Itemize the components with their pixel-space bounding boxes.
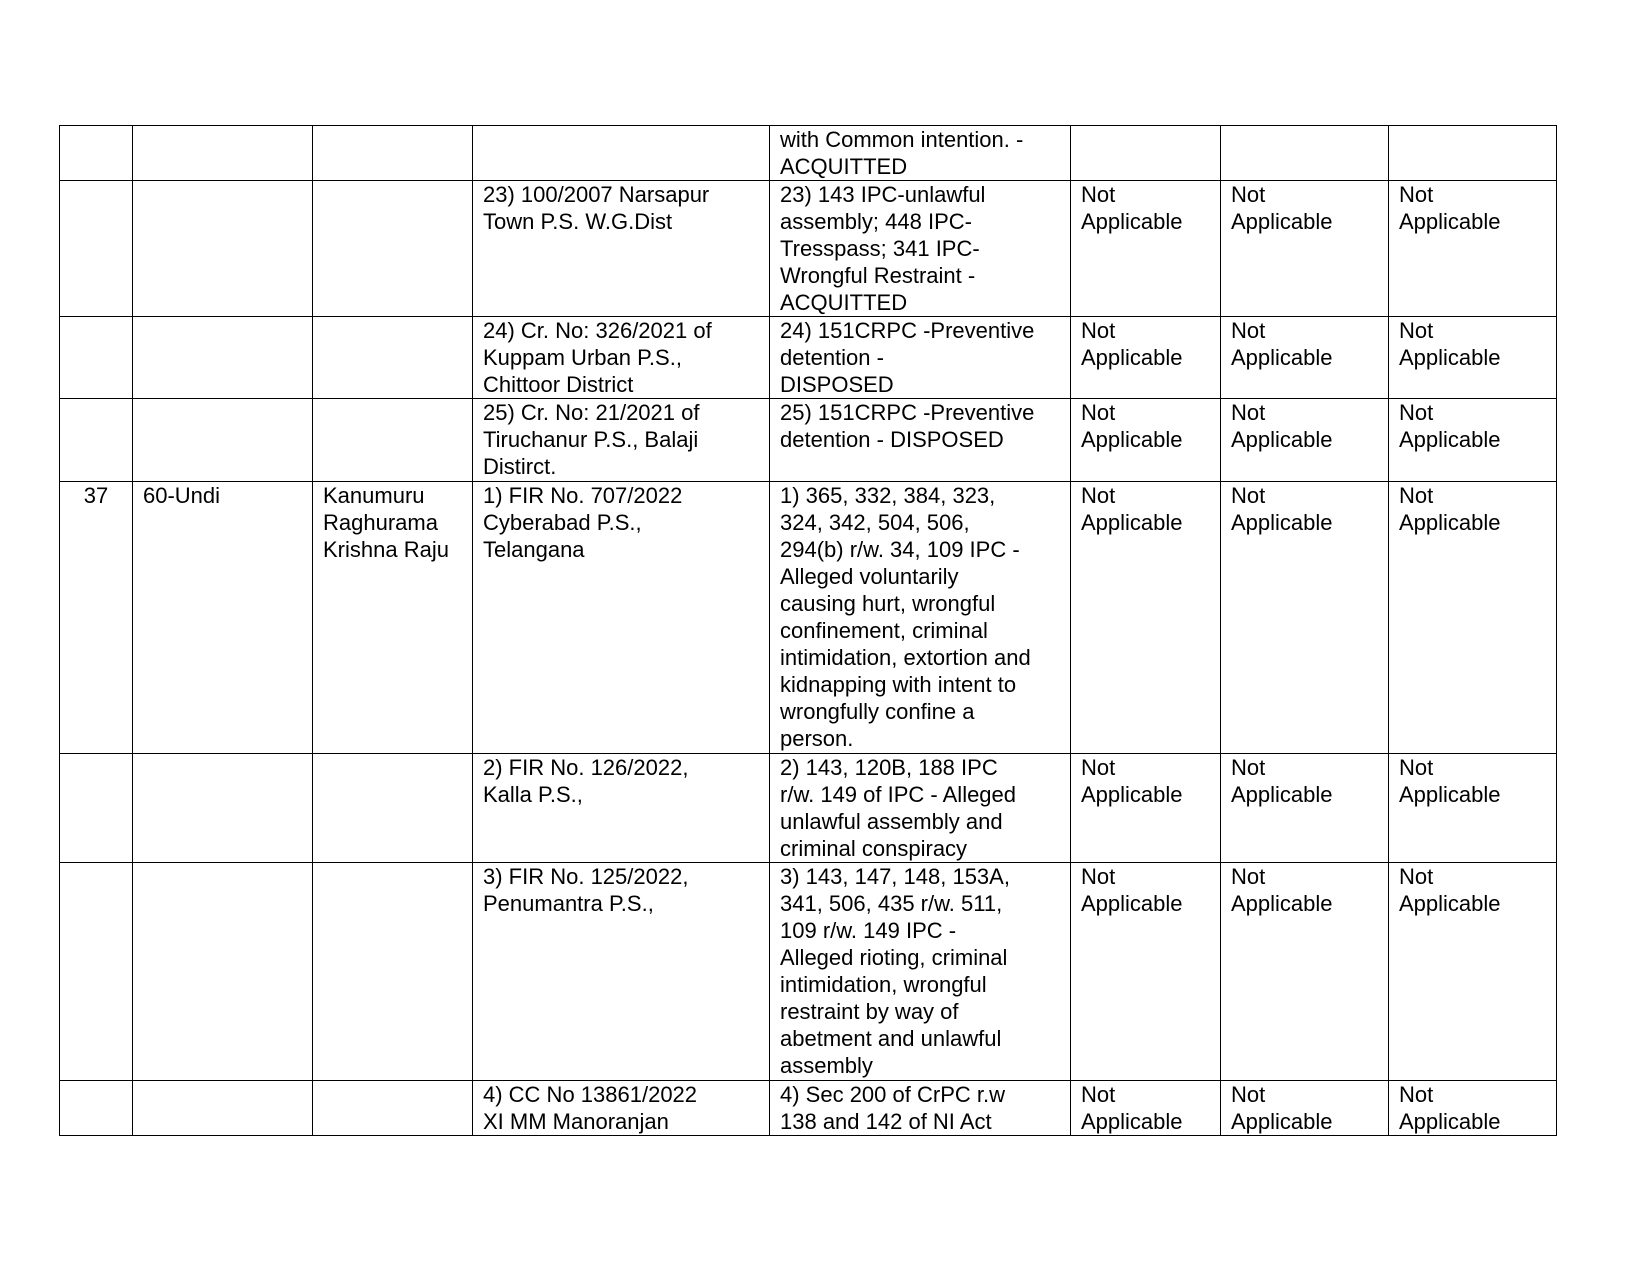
criminal-cases-table xyxy=(59,125,1557,1136)
candidate-name-cell xyxy=(313,863,473,1081)
column-6-cell: Not Applicable xyxy=(1071,482,1221,754)
case-number-cell: 24) Cr. No: 326/2021 of Kuppam Urban P.S., Chittoor District xyxy=(473,317,770,399)
column-8-cell xyxy=(1389,126,1557,181)
table-row xyxy=(60,1081,1557,1136)
case-number-cell: 25) Cr. No: 21/2021 of Tiruchanur P.S., Balaji Distirct. xyxy=(473,399,770,482)
constituency-cell xyxy=(133,126,313,181)
case-details-cell: 23) 143 IPC-unlawful assembly; 448 IPC- Tresspass; 341 IPC- Wrongful Restraint - ACQUITTED xyxy=(770,181,1071,317)
table-row xyxy=(60,482,1557,754)
table-row xyxy=(60,754,1557,863)
column-8-cell: Not Applicable xyxy=(1389,181,1557,317)
constituency-cell xyxy=(133,1081,313,1136)
constituency-cell xyxy=(133,399,313,482)
candidate-name-cell: Kanumuru Raghurama Krishna Raju xyxy=(313,482,473,754)
case-number-cell xyxy=(473,126,770,181)
column-7-cell: Not Applicable xyxy=(1221,317,1389,399)
column-7-cell xyxy=(1221,126,1389,181)
column-6-cell: Not Applicable xyxy=(1071,1081,1221,1136)
constituency-cell: 60-Undi xyxy=(133,482,313,754)
column-6-cell xyxy=(1071,126,1221,181)
constituency-cell xyxy=(133,317,313,399)
serial-number-cell xyxy=(60,1081,133,1136)
column-6-cell: Not Applicable xyxy=(1071,754,1221,863)
column-8-cell: Not Applicable xyxy=(1389,1081,1557,1136)
case-details-cell: 2) 143, 120B, 188 IPC r/w. 149 of IPC - Alleged unlawful assembly and criminal conspiracy xyxy=(770,754,1071,863)
serial-number-cell xyxy=(60,863,133,1081)
column-7-cell: Not Applicable xyxy=(1221,399,1389,482)
case-number-cell: 4) CC No 13861/2022 XI MM Manoranjan xyxy=(473,1081,770,1136)
table-row xyxy=(60,181,1557,317)
column-6-cell: Not Applicable xyxy=(1071,863,1221,1081)
serial-number-cell xyxy=(60,181,133,317)
table-row xyxy=(60,399,1557,482)
column-6-cell: Not Applicable xyxy=(1071,181,1221,317)
column-8-cell: Not Applicable xyxy=(1389,399,1557,482)
case-number-cell: 3) FIR No. 125/2022, Penumantra P.S., xyxy=(473,863,770,1081)
candidate-name-cell xyxy=(313,754,473,863)
serial-number-cell: 37 xyxy=(60,482,133,754)
candidate-name-cell xyxy=(313,1081,473,1136)
column-7-cell: Not Applicable xyxy=(1221,482,1389,754)
case-details-cell: 25) 151CRPC -Preventive detention - DISPOSED xyxy=(770,399,1071,482)
serial-number-cell xyxy=(60,399,133,482)
serial-number-cell xyxy=(60,754,133,863)
constituency-cell xyxy=(133,754,313,863)
column-8-cell: Not Applicable xyxy=(1389,863,1557,1081)
case-details-cell: with Common intention. - ACQUITTED xyxy=(770,126,1071,181)
case-details-cell: 4) Sec 200 of CrPC r.w 138 and 142 of NI Act xyxy=(770,1081,1071,1136)
column-8-cell: Not Applicable xyxy=(1389,317,1557,399)
serial-number-cell xyxy=(60,126,133,181)
case-number-cell: 23) 100/2007 Narsapur Town P.S. W.G.Dist xyxy=(473,181,770,317)
case-number-cell: 1) FIR No. 707/2022 Cyberabad P.S., Telangana xyxy=(473,482,770,754)
column-6-cell: Not Applicable xyxy=(1071,317,1221,399)
column-6-cell: Not Applicable xyxy=(1071,399,1221,482)
case-details-cell: 1) 365, 332, 384, 323, 324, 342, 504, 506, 294(b) r/w. 34, 109 IPC - Alleged voluntarily causing hurt, wrongful confinement, criminal intimidation, extortion and kidnapping with intent to wrongfully confine a person. xyxy=(770,482,1071,754)
case-details-cell: 3) 143, 147, 148, 153A, 341, 506, 435 r/w. 511, 109 r/w. 149 IPC - Alleged rioting, criminal intimidation, wrongful restraint by way of abetment and unlawful assembly xyxy=(770,863,1071,1081)
case-number-cell: 2) FIR No. 126/2022, Kalla P.S., xyxy=(473,754,770,863)
constituency-cell xyxy=(133,863,313,1081)
table-row xyxy=(60,126,1557,181)
candidate-name-cell xyxy=(313,399,473,482)
candidate-name-cell xyxy=(313,181,473,317)
column-7-cell: Not Applicable xyxy=(1221,863,1389,1081)
table-row xyxy=(60,863,1557,1081)
column-8-cell: Not Applicable xyxy=(1389,754,1557,863)
candidate-name-cell xyxy=(313,317,473,399)
column-7-cell: Not Applicable xyxy=(1221,1081,1389,1136)
serial-number-cell xyxy=(60,317,133,399)
case-details-cell: 24) 151CRPC -Preventive detention - DISPOSED xyxy=(770,317,1071,399)
constituency-cell xyxy=(133,181,313,317)
candidate-name-cell xyxy=(313,126,473,181)
table-row xyxy=(60,317,1557,399)
column-7-cell: Not Applicable xyxy=(1221,181,1389,317)
column-7-cell: Not Applicable xyxy=(1221,754,1389,863)
column-8-cell: Not Applicable xyxy=(1389,482,1557,754)
